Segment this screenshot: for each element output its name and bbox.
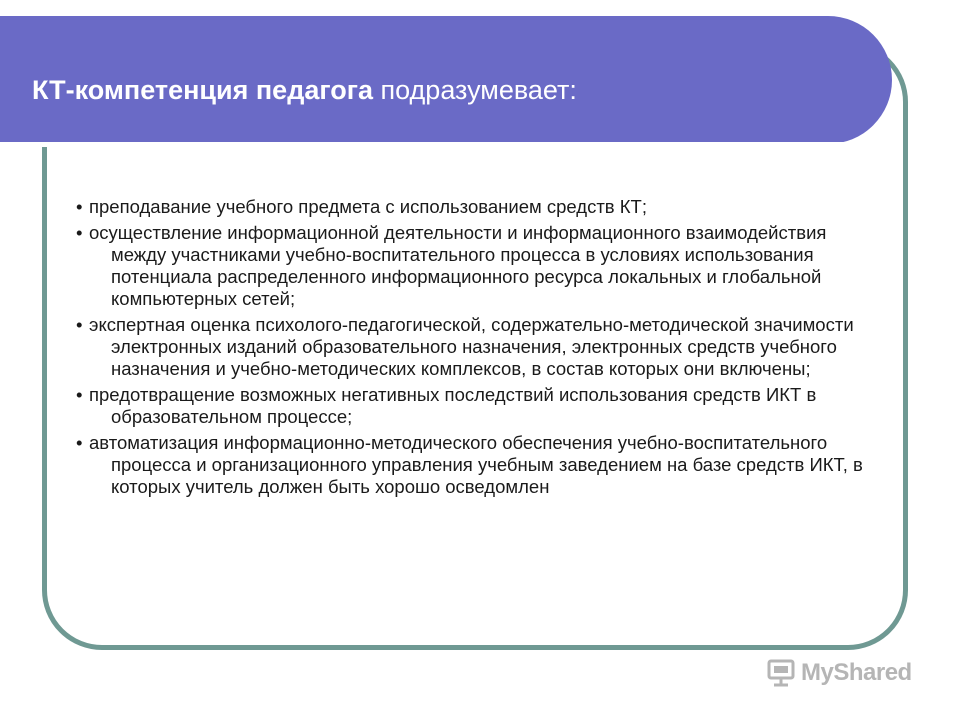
title-underline	[0, 142, 848, 147]
list-item-text: автоматизация информационно-методического обеспечения учебно-воспитательного процесса и организационного управления учебным заведением на базе средств ИКТ, в которых учитель должен быть хорошо осведомлен	[89, 432, 863, 497]
presentation-icon	[766, 659, 796, 687]
list-item	[76, 314, 876, 380]
bullet-mark: •	[76, 196, 83, 217]
list-item	[76, 432, 876, 498]
myshared-watermark	[766, 656, 912, 690]
bullet-list	[76, 196, 876, 502]
list-item	[76, 384, 876, 428]
list-item	[76, 196, 876, 218]
title-banner	[0, 16, 892, 144]
bullet-mark: •	[76, 432, 83, 453]
slide-title-bold: КТ-компетенция педагога	[32, 75, 373, 105]
bullet-mark: •	[76, 222, 83, 243]
list-item-text: преподавание учебного предмета с использованием средств КТ;	[89, 196, 647, 217]
list-item	[76, 222, 876, 310]
list-item-text: осуществление информационной деятельности и информационного взаимодействия между участниками учебно-воспитательного процесса в условиях использования потенциала распределенного информационного ресурса локальных и глобальной компьютерных сетей;	[89, 222, 827, 309]
bullet-mark: •	[76, 314, 83, 335]
list-item-text: предотвращение возможных негативных последствий использования средств ИКТ в образовательном процессе;	[89, 384, 817, 427]
bullet-mark: •	[76, 384, 83, 405]
watermark-text: MyShared	[801, 659, 912, 686]
list-item-text: экспертная оценка психолого-педагогической, содержательно-методической значимости электронных изданий образовательного назначения, электронных средств учебного назначения и учебно-методических комплексов, в состав которых они включены;	[89, 314, 854, 379]
slide-title-rest: подразумевает:	[373, 75, 577, 105]
slide-title	[32, 73, 577, 107]
